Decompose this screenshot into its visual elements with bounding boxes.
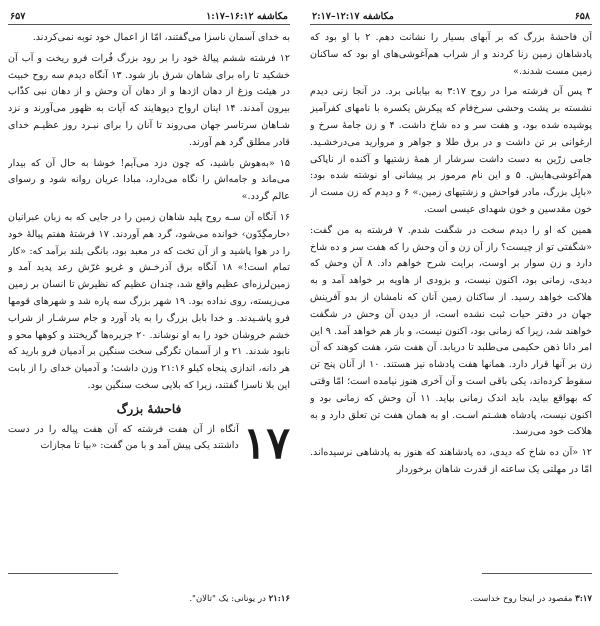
footnote-rule: [8, 573, 118, 574]
right-header-page-number: ۶۵۸: [574, 10, 590, 22]
right-header-reference: مکاشفه ۱۲:۱۷–۲:۱۷: [312, 10, 394, 22]
left-paragraph: به خدای آسمان ناسزا می‌گفتند، امّا از اعمال خود توبه نمی‌کردند.: [32, 32, 290, 43]
left-footnote-ref: ۲۱:۱۶: [268, 594, 290, 604]
left-footnote: [8, 594, 290, 604]
left-paragraph: ۱۲ فرشته ششم پیالهٔ خود را بر رود بزرگ فُرات فرو ریخت و آب آن خشکید تا راه برای شاهان شرق باز شود. ۱۳ آنگاه دیدم سه روح خبیث در هیئت وزغ از دهان اژدها و از دهان آن وحش و از دهان نبی کذّاب بیرون آمدند. ۱۴ اینان ارواح دیوهایند که آیات به ظهور می‌آورند و نزد شـاهان سرتاسر جهان می‌روند تا آنان را برای نبـرد روز عظیـم خدای قادر مطلق گرد هم آورند.: [8, 52, 290, 148]
footnote-rule: [482, 573, 592, 574]
left-page-body: [8, 30, 290, 526]
chapter-opening-text: آنگاه از آن هفت فرشته که آن هفت پیاله را در دست داشتند یکی پیش آمد و با من گفت: «بیا تا مجازات: [8, 423, 239, 452]
left-header-reference: مکاشفه ۱۶:۱۲–۱:۱۷: [206, 10, 288, 22]
left-page: [8, 8, 290, 618]
left-paragraph: ۱۵ «به‌هوش باشید، که چون دزد می‌آیم! خوشا به حال آن که بیدار می‌ماند و جامه‌اش را نگاه می‌دارد، مبادا عریان روانه شود و رسوای عالم گردد.»: [8, 157, 290, 203]
right-page-body: [310, 30, 592, 526]
right-page-header: [310, 8, 592, 25]
right-paragraph: ۳ پس آن فرشته مرا در روح ۳:۱۷ به بیابانی برد. در آنجا زنی دیدم نشسته بر پشت وحشی سرخ‌فام که پیکرش یکسره با نامهای کفرآمیز پوشیده شده بود، و هفت سر و ده شاخ داشت. ۴ و زن جامهٔ سرخ و ارغوانی بر تن داشت و در برق طلا و جواهر و مروارید می‌درخشـید. جامی زرّین به دست داشت سرشار از همهٔ زشتیها و آکنده از ناپاکی هم‌آغوشی‌هایش. ۵ و این نام مرموز بر پیشانی او نوشته شده بود: «بابِل بزرگ، مادر فواحش و زشتیهای زمین.» ۶ و دیدم که زن مست از خون مقدسین و خون شهدای عیسی است.: [310, 86, 592, 215]
left-footnote-text: در یونانی: یک "تالان".: [189, 594, 266, 604]
right-paragraph: آن فاحشهٔ بزرگ که بر آبهای بسیار را نشانت دهم. ۲ با او بود که پادشاهان زمین زنا کردند و از شراب هم‌آغوشی‌های او بود که ساکنان زمین مست شدند.»: [310, 32, 592, 77]
chapter-start: [8, 417, 290, 469]
right-page: [310, 8, 592, 618]
right-footnote: [310, 594, 592, 604]
right-paragraph: همین که او را دیدم سخت در شگفت شدم. ۷ فرشته به من گفت: «شگفتی تو از چیست؟ راز آن زن و آن وحش را که هفت سر و ده شاخ دارد و زن سوار بر اوست، برایت شرح خواهم داد. ۸ آن وحش که دیدی، زمانی بود، اکنون نیست، و بزودی از هاویه بر خواهد آمد و به هلاکت خواهد رسید. از ساکنان زمین آنان که نامشان از بدو آفرینش جهان در دفتر حیات ثبت نشده است، از دیدن آن وحش در شگفت خواهند شد، زیرا که زمانی بود، اکنون نیست، و باز هم خواهد آمد. ۹ این امر دانا ذهن حکیمی می‌طلبد تا دریابد. آن هفت سَر، هفت کوهند که آن زن بر آنها قرار دارد. همانها هفت پادشاه نیز هستند. ۱۰ از آنان پنج تن سقوط کرده‌اند، یکی باقی است و آن آخری هنوز نیامده است؛ امّا وقتی که بهواقع بیاید، باید اندک زمانی بپاید. ۱۱ آن وحش که زمانی بود و اکنون نیست، پادشاه هشـتم اسـت. او به همان هفت تن تعلق دارد و به هلاکت خود می‌رسد.: [310, 224, 592, 438]
left-paragraph: ۱۶ آنگاه آن سـه روح پلید شاهان زمین را در جایی که به زبان عبرانیان ‹حارمگِدّون› خوانده می‌شود، گرد هم آوردند. ۱۷ فرشتهٔ هفتم پیالهٔ خود را در هوا پاشید و از آن تخت که در معبد بود، بانگی بلند برآمد که: «کار تمام است!» ۱۸ آنگاه برق آذرخـش و غریو غرّش رعد پدید آمد و زمین‌لرزه‌ای عظیم واقع شد، چندان عظیم که نظیرش تا انسان بر زمین می‌زیسته، روی نداده بود. ۱۹ شهر بزرگ سه پاره شد و شهرهای قومها فرو پاشـیدند. و خدا بابل بزرگ را به یاد آورد و جام سرشـار از شراب خشم خروشان خود را به او نوشاند. ۲۰ جزیره‌ها گریختند و کوهها محو و نابود شدند. ۲۱ و از آسمان تگرگی سخت سنگین بر آدمیان فرو بارید که هر دانه، اندازی پنجاه کیلو ۲۱:۱۶ وزن داشت؛ و آدمیان خدای را از بابت این بلا ناسزا گفتند، زیرا که بلایی سخت سنگین بود.: [8, 211, 290, 391]
chapter-number: ۱۷: [242, 417, 290, 469]
left-header-page-number: ۶۵۷: [10, 10, 26, 22]
left-page-header: [8, 8, 290, 25]
chapter-heading: فاحشهٔ بزرگ: [116, 401, 182, 416]
right-paragraph: ۱۲ «آن ده شاخ که دیدی، ده پادشاهند که هنوز به پادشاهی نرسیده‌اند. امّا در مهلتی یک ساعته از قدرت شاهان برخوردار: [310, 447, 592, 475]
right-footnote-ref: ۳:۱۷: [575, 594, 592, 604]
right-footnote-text: مقصود در اینجا روح خداست.: [470, 594, 573, 604]
